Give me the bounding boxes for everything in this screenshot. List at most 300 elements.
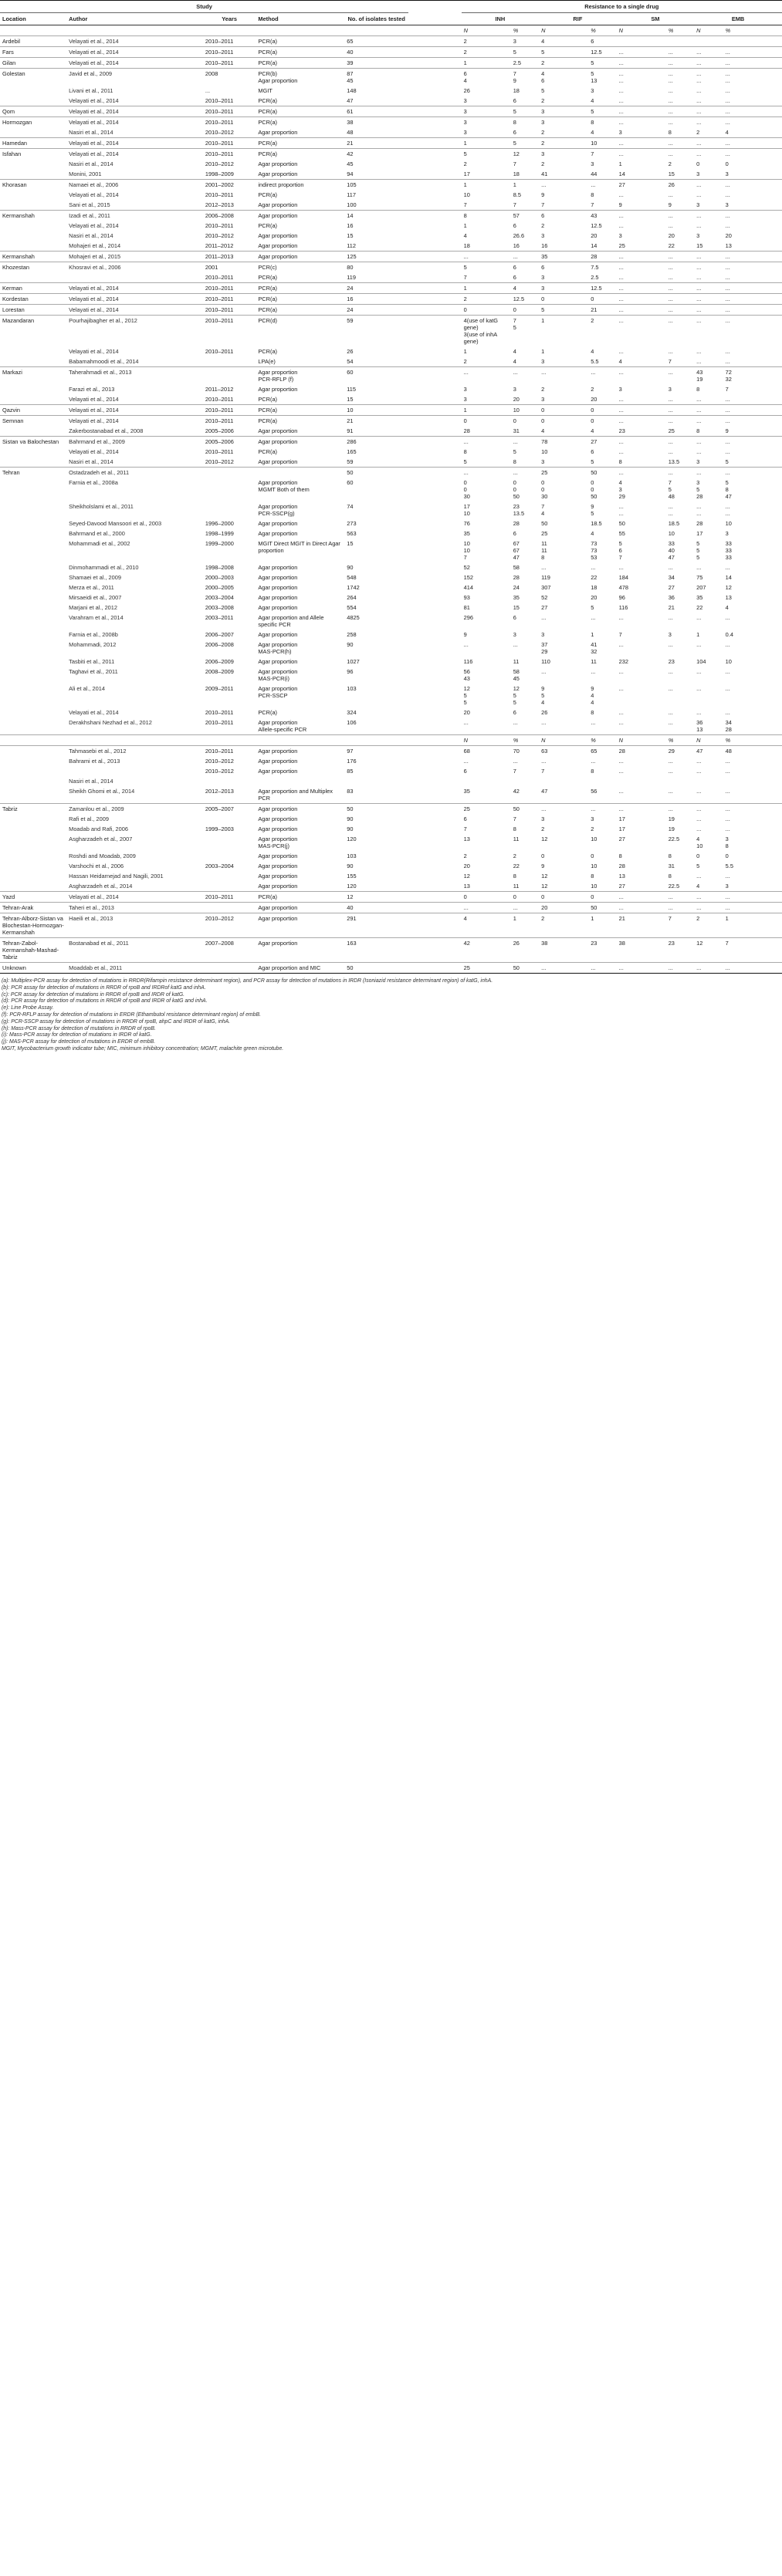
method-cell: PCR(a) xyxy=(256,58,344,69)
sm-n-cell: ... xyxy=(618,758,624,765)
spacer-cell xyxy=(408,572,461,582)
author-cell: Mohammadi, 2012 xyxy=(69,641,117,648)
spacer-cell xyxy=(408,416,461,427)
rif-n-cell: 3 xyxy=(539,283,588,294)
emb-pct-cell: ... xyxy=(725,358,730,365)
isolates-cell: 40 xyxy=(344,47,408,58)
table-row xyxy=(0,316,782,347)
author-cell: Zamanlou et al., 2009 xyxy=(66,804,203,815)
years-cell: 2010–2011 xyxy=(205,396,234,403)
sm-pct-cell: ... xyxy=(668,685,673,692)
location-cell xyxy=(0,861,66,871)
sm-pct-cell: ... xyxy=(668,758,673,765)
isolates-cell: 42 xyxy=(344,149,408,160)
method-cell: Agar proportion xyxy=(258,594,298,601)
rif-n-cell: 16 xyxy=(541,242,548,249)
inh-pct-cell: 8 xyxy=(513,873,516,879)
spacer-cell xyxy=(408,159,461,169)
inh-n-cell: 13 xyxy=(463,883,470,890)
method-cell: Agar proportion MGMT Both of them xyxy=(258,479,310,493)
sm-n-cell: 3 xyxy=(618,386,622,393)
table-row xyxy=(0,58,782,69)
rif-pct-cell: 18.5 xyxy=(591,520,602,527)
sm-pct-cell: 7 xyxy=(666,913,694,938)
location-cell: Isfahan xyxy=(0,149,66,160)
sm-n-cell: ... xyxy=(618,348,624,355)
rif-pct-cell: 10 xyxy=(591,863,598,869)
sm-pct-cell: 8 xyxy=(668,129,672,136)
location-cell xyxy=(0,881,66,892)
inh-pct-cell: 12.5 xyxy=(511,294,539,305)
emb-n-cell: ... xyxy=(696,685,702,692)
table-row xyxy=(0,766,782,776)
rif-pct-cell: 56 xyxy=(591,788,598,795)
sm-pct-cell: ... xyxy=(668,348,673,355)
location-cell: Tabriz xyxy=(0,804,66,815)
rif-n-cell: 25 xyxy=(539,468,588,478)
location-cell xyxy=(0,746,66,757)
location-cell: Tehran-Zabol-Kermanshah-Mashad-Tabriz xyxy=(0,938,66,963)
table-row xyxy=(0,861,782,871)
location-cell: Khozestan xyxy=(0,262,66,273)
method-cell: Agar proportion xyxy=(258,129,298,136)
emb-pct-cell: 10 xyxy=(725,520,732,527)
table-row xyxy=(0,149,782,160)
table-row xyxy=(0,356,782,367)
spacer-cell xyxy=(408,814,461,824)
isolates-cell: 16 xyxy=(344,294,408,305)
sm-n-cell: ... xyxy=(617,138,666,149)
location-cell xyxy=(0,86,66,96)
location-cell xyxy=(0,346,66,356)
sm-pct-cell: ... xyxy=(666,211,694,221)
isolates-cell: 273 xyxy=(347,520,357,527)
method-cell: Agar proportion xyxy=(258,530,298,537)
emb-pct-cell: 0.4 xyxy=(725,631,733,638)
table-row xyxy=(0,468,782,478)
rif-pct-cell: ... xyxy=(588,963,616,974)
rif-pct-cell xyxy=(588,776,616,786)
spacer-cell xyxy=(408,684,461,707)
emb-n-cell: ... xyxy=(694,283,723,294)
rif-n-cell: 37 29 xyxy=(541,641,548,655)
inh-n-cell: 6 xyxy=(463,768,467,775)
method-cell: Agar proportion xyxy=(256,252,344,262)
years-cell: 2003–2004 xyxy=(205,594,234,601)
author-cell: Izadi et al., 2011 xyxy=(66,211,203,221)
rif-n-cell: 0 xyxy=(539,405,588,416)
author-cell: Velayati et al., 2014 xyxy=(66,305,203,316)
sm-pct-cell: 7 xyxy=(668,358,672,365)
spacer-cell xyxy=(408,582,461,593)
isolates-cell: 112 xyxy=(347,242,357,249)
spacer-cell xyxy=(408,283,461,294)
author-cell: Monini, 2001 xyxy=(69,170,102,177)
study-group-header: Study xyxy=(0,1,408,13)
location-cell: Markazi xyxy=(0,367,66,385)
sm-pct-cell: ... xyxy=(668,788,673,795)
inh-pct-cell: ... xyxy=(511,367,539,385)
location-cell xyxy=(0,159,66,169)
rif-pct-cell: 22 xyxy=(591,574,598,581)
table-row xyxy=(0,756,782,766)
author-cell: Velayati et al., 2014 xyxy=(66,405,203,416)
sm-pct-cell: % xyxy=(666,735,694,746)
sm-pct-cell xyxy=(666,776,694,786)
emb-n-cell: ... xyxy=(696,348,702,355)
rif-pct-cell: 7 xyxy=(588,149,616,160)
location-cell: Qom xyxy=(0,106,66,117)
resistance-table xyxy=(0,0,782,973)
rif-pct-cell: 23 xyxy=(588,938,616,963)
spacer-cell xyxy=(408,231,461,241)
years-cell: 2010–2011 xyxy=(203,58,256,69)
table-row xyxy=(0,262,782,273)
method-cell: Agar proportion xyxy=(258,170,298,177)
spacer-cell xyxy=(408,468,461,478)
emb-pct-cell: ... ... xyxy=(725,503,730,517)
rif-pct-cell: 12.5 xyxy=(588,283,616,294)
inh-pct-cell: 22 xyxy=(513,863,520,869)
inh-pct-cell xyxy=(511,776,539,786)
rif-n-cell: 110 xyxy=(541,658,550,665)
isolates-cell: 90 xyxy=(347,641,354,648)
spacer-cell xyxy=(408,963,461,974)
location-cell: Tehran xyxy=(0,468,66,478)
rif-pct-cell: 18 xyxy=(591,584,598,591)
sm-n-cell: 23 xyxy=(618,427,625,434)
years-cell: 2007–2008 xyxy=(203,938,256,963)
sm-n-cell: ... xyxy=(617,316,666,347)
isolates-cell: 16 xyxy=(347,222,354,229)
spacer-cell xyxy=(408,766,461,776)
inh-pct-cell: ... xyxy=(511,903,539,913)
location-cell: Kerman xyxy=(0,283,66,294)
col-location: Location xyxy=(0,13,66,25)
inh-n-cell: 1 xyxy=(462,283,511,294)
rif-pct-cell: 8 xyxy=(591,768,594,775)
author-cell: Javid et al., 2009 xyxy=(66,69,203,86)
spacer-cell xyxy=(408,221,461,231)
years-cell: 1999–2003 xyxy=(205,825,234,832)
table-row xyxy=(0,241,782,252)
sm-pct-cell: 2 xyxy=(668,160,672,167)
years-cell: 2010–2011 xyxy=(203,405,256,416)
rif-n-cell: ... xyxy=(541,719,547,726)
author-cell: Velayati et al., 2014 xyxy=(66,117,203,128)
location-cell: Semnan xyxy=(0,416,66,427)
years-cell xyxy=(203,468,256,478)
author-cell: Velayati et al., 2014 xyxy=(66,106,203,117)
sm-pct-cell xyxy=(666,36,694,47)
inh-n-cell: ... xyxy=(462,367,511,385)
inh-n-cell: 20 xyxy=(463,709,470,716)
isolates-cell: 45 xyxy=(347,160,354,167)
emb-n-cell: ... ... xyxy=(696,503,702,517)
table-row xyxy=(0,294,782,305)
table-row xyxy=(0,117,782,128)
col-sm: SM xyxy=(617,13,695,25)
inh-n-cell: 6 4 xyxy=(462,69,511,86)
method-cell: PCR(a) xyxy=(256,138,344,149)
location-cell xyxy=(0,127,66,138)
spacer-cell xyxy=(408,603,461,613)
spacer-cell xyxy=(408,804,461,815)
inh-pct-cell: 1 xyxy=(511,180,539,191)
location-cell xyxy=(0,562,66,572)
rif-n-cell: 2 xyxy=(539,58,588,69)
sm-n-cell: ... xyxy=(618,668,624,675)
spacer-cell xyxy=(408,613,461,630)
inh-pct-cell: 6 xyxy=(513,709,516,716)
author-cell: Velayati et al., 2014 xyxy=(66,149,203,160)
emb-pct-cell: ... xyxy=(725,87,730,94)
location-cell: Sistan va Balochestan xyxy=(0,437,66,447)
spacer-cell xyxy=(408,36,461,47)
spacer-cell xyxy=(408,437,461,447)
location-cell: Gilan xyxy=(0,58,66,69)
inh-n-cell: ... xyxy=(462,252,511,262)
emb-pct-cell: ... xyxy=(725,758,730,765)
isolates-cell: 105 xyxy=(344,180,408,191)
rif-n-cell: 9 5 4 xyxy=(541,685,545,706)
sm-pct-cell: ... xyxy=(668,719,673,726)
inh-n-cell: ... xyxy=(463,641,469,648)
author-cell: Ali et al., 2014 xyxy=(69,685,105,692)
emb-n-cell: 4 10 xyxy=(696,836,703,849)
years-cell: 2005–2006 xyxy=(203,437,256,447)
rif-n-cell: 3 xyxy=(541,815,545,822)
emb-n-cell: ... xyxy=(694,180,723,191)
author-cell: Tasbiti et al., 2011 xyxy=(69,658,115,665)
method-cell: MGIT Direct MGIT in Direct Agar proportion xyxy=(258,540,340,554)
sm-pct-cell: 19 xyxy=(668,825,675,832)
inh-n-cell: 1 xyxy=(462,138,511,149)
emb-n-cell: ... xyxy=(694,305,723,316)
rif-n-cell: 4 6 xyxy=(539,69,588,86)
location-cell xyxy=(0,640,66,657)
author-cell: Mohajeri et al., 2014 xyxy=(69,242,121,249)
rif-pct-cell: 11 xyxy=(591,658,597,665)
author-cell: Farnia et al., 2008a xyxy=(69,479,118,486)
spacer-cell xyxy=(408,528,461,538)
table-row xyxy=(0,871,782,881)
spacer-cell xyxy=(408,786,461,804)
rif-n-cell: 0 0 30 xyxy=(541,479,548,500)
sm-n-cell: 50 xyxy=(618,520,625,527)
rif-pct-cell: 5 13 xyxy=(588,69,616,86)
inh-n-cell: 3 xyxy=(463,386,467,393)
years-cell xyxy=(203,478,256,501)
method-cell: Agar proportion MAS-PCR(h) xyxy=(258,641,298,655)
emb-n-cell: ... xyxy=(694,437,723,447)
inh-n-cell: 1 xyxy=(462,180,511,191)
rif-n-cell: ... xyxy=(541,758,547,765)
emb-pct-cell: ... xyxy=(723,149,782,160)
table-row xyxy=(0,211,782,221)
isolates-cell: 97 xyxy=(344,746,408,757)
years-cell: 2010–2011 xyxy=(203,106,256,117)
rif-n-cell: 3 xyxy=(541,274,545,281)
method-cell xyxy=(256,468,344,478)
method-cell: Agar proportion xyxy=(256,903,344,913)
location-cell xyxy=(0,756,66,766)
years-cell xyxy=(203,814,256,824)
rif-n-cell: 9 xyxy=(541,191,545,198)
isolates-cell: 87 45 xyxy=(344,69,408,86)
method-cell: Agar proportion xyxy=(258,873,298,879)
years-cell: 1998–2009 xyxy=(205,170,234,177)
author-cell: Tahmasebi et al., 2012 xyxy=(66,746,203,757)
author-cell: Seyed-Davood Mansoori et al., 2003 xyxy=(69,520,162,527)
table-row xyxy=(0,69,782,86)
years-cell: 2010–2011 xyxy=(203,138,256,149)
sm-n-cell: 3 xyxy=(618,232,622,239)
location-cell xyxy=(0,786,66,804)
rif-pct-cell: 9 5 xyxy=(591,503,594,517)
emb-pct-cell xyxy=(723,36,782,47)
spacer-cell xyxy=(408,707,461,717)
inh-n-cell: 0 xyxy=(462,305,511,316)
emb-pct-cell: ... xyxy=(725,564,730,571)
emb-pct-cell: 72 32 xyxy=(723,367,782,385)
rif-pct-cell: 7.5 xyxy=(588,262,616,273)
footnote: MGIT, Mycobacterium growth indicator tube; MIC, minimum inhibitory concentration; MGMT, malachite green microtube. xyxy=(2,1045,284,1052)
sm-pct-cell: ... xyxy=(668,222,673,229)
isolates-cell: 125 xyxy=(344,252,408,262)
author-cell: Velayati et al., 2014 xyxy=(69,348,119,355)
location-cell xyxy=(0,630,66,640)
method-cell: PCR(a) xyxy=(256,405,344,416)
rif-n-cell: 41 xyxy=(541,170,548,177)
author-cell: Varahram et al., 2014 xyxy=(69,614,124,621)
inh-n-cell: 2 xyxy=(462,47,511,58)
table-row xyxy=(0,640,782,657)
years-cell: 2010–2011 xyxy=(203,47,256,58)
location-cell xyxy=(0,766,66,776)
author-cell xyxy=(66,272,203,283)
rif-n-cell: ... xyxy=(539,804,588,815)
table-row xyxy=(0,717,782,735)
emb-pct-cell: ... xyxy=(725,641,730,648)
sm-n-cell: ... xyxy=(618,222,624,229)
table-row xyxy=(0,963,782,974)
method-cell xyxy=(256,776,344,786)
footnote: (i): Mass-PCR assay for detection of mutations in IRDR of katG. xyxy=(2,1032,152,1038)
rif-pct-cell: 27 xyxy=(588,437,616,447)
author-cell: Derakhshani Nezhad et al., 2012 xyxy=(69,719,152,726)
rif-n-cell: 6 xyxy=(539,262,588,273)
location-cell xyxy=(0,457,66,468)
author-cell: Varshochi et al., 2006 xyxy=(69,863,124,869)
isolates-cell: 21 xyxy=(344,138,408,149)
sm-n-cell: N xyxy=(617,735,666,746)
sm-n-cell: 25 xyxy=(618,242,625,249)
inh-n-cell: 0 0 30 xyxy=(463,479,470,500)
years-cell: 2012–2013 xyxy=(205,788,234,795)
author-cell: Mirsaeidi et al., 2007 xyxy=(69,594,122,601)
emb-n-cell: ... xyxy=(696,274,702,281)
isolates-cell: 554 xyxy=(347,604,357,611)
emb-pct-cell: ... xyxy=(723,294,782,305)
rif-n-cell: 26 xyxy=(541,709,548,716)
rif-n-cell: 0 xyxy=(539,892,588,903)
inh-n-cell: 0 xyxy=(462,416,511,427)
spacer-cell xyxy=(408,903,461,913)
table-row xyxy=(0,447,782,457)
emb-pct-cell: ... xyxy=(723,117,782,128)
years-cell xyxy=(203,776,256,786)
location-cell xyxy=(0,447,66,457)
isolates-cell: 119 xyxy=(347,274,357,281)
inh-n-cell: 42 xyxy=(462,938,511,963)
table-row xyxy=(0,283,782,294)
emb-pct-cell: ... xyxy=(723,305,782,316)
location-cell xyxy=(0,776,66,786)
years-cell: 2008 xyxy=(203,69,256,86)
inh-n-cell: 3 xyxy=(463,396,467,403)
isolates-cell: 291 xyxy=(344,913,408,938)
isolates-cell: 286 xyxy=(344,437,408,447)
years-cell: 2003–2008 xyxy=(205,604,234,611)
rif-n-cell: 3 xyxy=(541,396,545,403)
spacer-cell xyxy=(408,384,461,394)
location-cell xyxy=(0,735,66,746)
inh-n-cell: 2 xyxy=(463,358,467,365)
sm-pct-cell: 15 xyxy=(668,170,675,177)
sm-n-cell: ... xyxy=(618,709,624,716)
author-cell: Moadab and Rafi, 2006 xyxy=(69,825,128,832)
emb-n-cell: 47 xyxy=(694,746,723,757)
years-cell: 2010–2011 xyxy=(203,305,256,316)
inh-n-cell: 0 xyxy=(462,892,511,903)
spacer-cell xyxy=(408,138,461,149)
inh-n-cell: 1 xyxy=(463,348,467,355)
inh-pct-cell: 6 xyxy=(513,274,516,281)
inh-pct-cell: ... xyxy=(513,641,518,648)
rif-n-cell: 78 xyxy=(539,437,588,447)
rif-pct-cell: 44 xyxy=(591,170,598,177)
emb-n-cell: ... xyxy=(694,149,723,160)
table-row xyxy=(0,593,782,603)
location-cell xyxy=(0,538,66,562)
sm-n-cell: ... xyxy=(617,367,666,385)
sm-n-cell: ... xyxy=(617,305,666,316)
table-row xyxy=(0,437,782,447)
rif-pct-cell: 3 xyxy=(591,160,594,167)
isolates-cell: 115 xyxy=(347,386,357,393)
inh-n-cell: 5 xyxy=(462,149,511,160)
location-cell xyxy=(0,221,66,231)
years-cell: 2010–2012 xyxy=(205,129,234,136)
years-cell xyxy=(203,903,256,913)
sm-n-cell: ... xyxy=(617,892,666,903)
col-isolates: No. of isolates tested xyxy=(344,13,408,25)
rif-pct-cell: 73 73 53 xyxy=(591,540,598,561)
inh-pct-cell: 23 13.5 xyxy=(513,503,525,517)
location-cell: Tehran-Alborz-Sistan va Blochestan-Hormozgan-Kermanshah xyxy=(0,913,66,938)
inh-n-cell: ... xyxy=(462,437,511,447)
method-cell: PCR(a) xyxy=(256,47,344,58)
rif-n-cell: 3 xyxy=(539,149,588,160)
emb-pct-cell: 5 xyxy=(725,458,729,465)
emb-n-cell: ... xyxy=(694,903,723,913)
sm-n-cell: ... xyxy=(617,468,666,478)
years-cell: 2010–2011 xyxy=(205,348,234,355)
inh-pct-cell: 50 xyxy=(511,963,539,974)
inh-pct-cell: % xyxy=(511,735,539,746)
sm-n-cell: 28 xyxy=(618,863,625,869)
